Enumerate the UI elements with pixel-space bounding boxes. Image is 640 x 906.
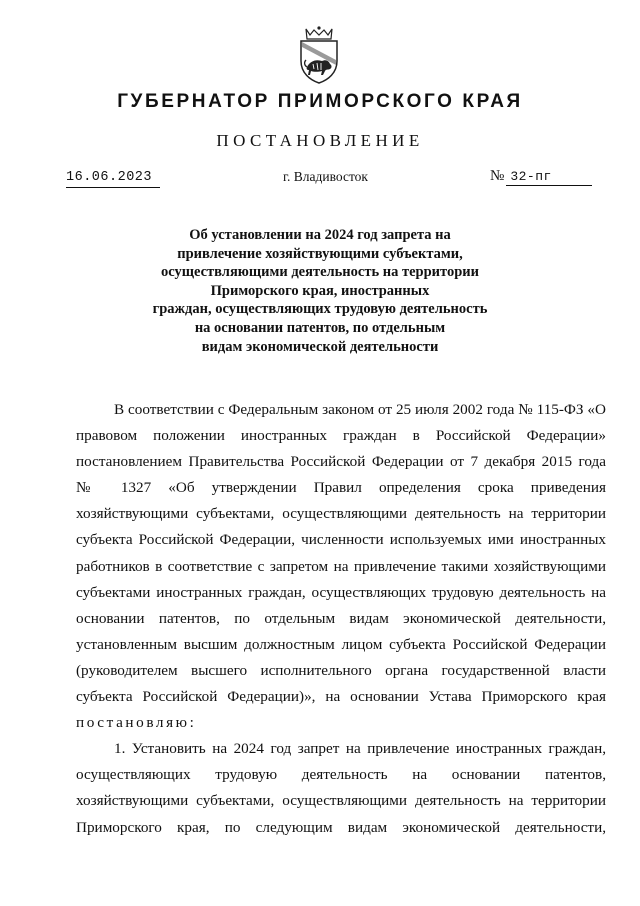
title-line: на основании патентов, по отдельным	[194, 319, 446, 336]
body-line: 1. Установить на 2024 год запрет на привлечение иностранных граждан,	[114, 740, 606, 758]
authority-heading: ГУБЕРНАТОР ПРИМОРСКОГО КРАЯ	[117, 91, 523, 112]
document-number	[490, 168, 600, 186]
body-line: основании патентов, по отдельным видам экономической деятельности,	[76, 609, 606, 627]
primorsky-coat-of-arms-icon	[296, 25, 342, 85]
title-line: видам экономической деятельности	[201, 338, 439, 355]
body-line: субъекта Российской Федерации)», на основании Устава Приморского края	[76, 688, 606, 706]
body-line: работников в соответствие с запретом на привлечение такими хозяйствующими	[76, 557, 606, 575]
document-body	[76, 397, 606, 841]
title-line: граждан, осуществляющих трудовую деятельность	[152, 301, 488, 318]
body-line: установленным высшим должностным лицом субъекта Российской Федерации	[76, 635, 606, 653]
document-title	[120, 226, 520, 356]
number-sign: №	[490, 168, 505, 184]
body-line: хозяйствующими субъектами, осуществляющими деятельность на территории	[76, 792, 606, 810]
title-line: осуществляющими деятельность на территории	[161, 264, 479, 281]
body-line: субъектами иностранных граждан, осуществляющих трудовую деятельность на	[76, 583, 606, 601]
title-line: Приморского края, иностранных	[210, 282, 430, 299]
resolution-word: постановляю:	[76, 714, 197, 732]
number-value: 32-пг	[506, 168, 592, 186]
document-city: г. Владивосток	[283, 169, 368, 184]
body-line: № 1327 «Об утверждении Правил определения срока приведения	[76, 479, 606, 497]
document-date: 16.06.2023	[66, 170, 160, 188]
body-line: правовом положении иностранных граждан в Российской Федерации»	[76, 427, 606, 445]
body-line: субъекта Российской Федерации, численности используемых ими иностранных	[76, 531, 606, 549]
body-line: осуществляющих трудовую деятельность на основании патентов,	[76, 766, 606, 784]
body-line: постановлением Правительства Российской Федерации от 7 декабря 2015 года	[76, 453, 606, 471]
title-line: привлечение хозяйствующими субъектами,	[177, 245, 463, 262]
title-line: Об установлении на 2024 год запрета на	[189, 227, 451, 243]
body-line: хозяйствующими субъектами, осуществляющими деятельность на территории	[76, 505, 606, 523]
document-type: ПОСТАНОВЛЕНИЕ	[216, 131, 424, 150]
body-line: (руководителем высшего исполнительного органа государственной власти	[76, 661, 606, 679]
body-line: Приморского края, по следующим видам экономической деятельности,	[76, 818, 606, 836]
body-line: В соответствии с Федеральным законом от 25 июля 2002 года № 115-ФЗ «О	[114, 401, 606, 418]
